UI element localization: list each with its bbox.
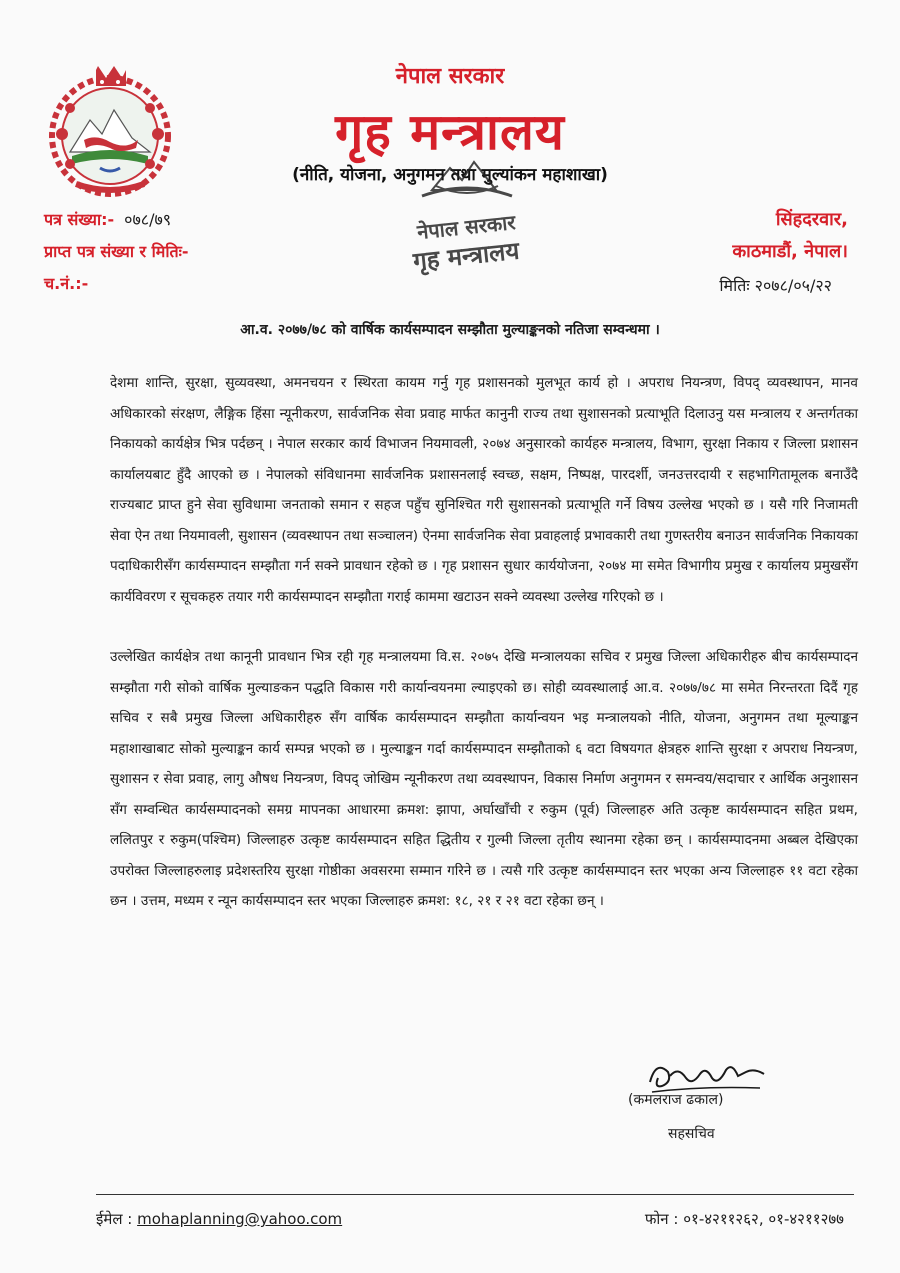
letter-subject: आ.व. २०७७/७८ को वार्षिक कार्यसम्पादन सम्झौता मुल्याङ्कनको नतिजा सम्वन्धमा ।	[240, 322, 660, 338]
signatory-name: (कमलराज ढकाल)	[628, 1092, 724, 1108]
body-paragraph-1: देशमा शान्ति, सुरक्षा, सुव्यवस्था, अमनचयन र स्थिरता कायम गर्नु गृह प्रशासनको मुलभूत कार्य हो । अपराध नियन्त्रण, विपद् व्यवस्थापन, मानव अधिकारको संरक्षण, लैङ्गिक हिंसा न्यूनीकरण, सार्वजनिक सेवा प्रवाह मार्फत कानुनी राज्य तथा सुशासनको प्रत्याभूति दिलाउनु यस मन्त्रालय र अन्तर्गतका निकायको कार्यक्षेत्र भित्र पर्दछन् । नेपाल सरकार कार्य विभाजन नियमावली, २०७४ अनुसारको कार्यहरु मन्त्रालय, विभाग, सुरक्षा निकाय र जिल्ला प्रशासन कार्यालयबाट हुँदै आएको छ । नेपालको संविधानमा सार्वजनिक प्रशासनलाई स्वच्छ, सक्षम, निष्पक्ष, पारदर्शी, जनउत्तरदायी र सहभागितामूलक बनाउँदै राज्यबाट प्राप्त हुने सेवा सुविधामा जनताको समान र सहज पहुँच सुनिश्चित गरी सुशासनको प्रत्याभूति गर्ने विषय उल्लेख भएको छ । यसै गरि निजामती सेवा ऐन तथा नियमावली, सुशासन (व्यवस्थापन तथा सञ्चालन) ऐनमा सार्वजनिक सेवा प्रवाहलाई प्रभावकारी तथा गुणस्तरीय बनाउन सार्वजनिक निकायका पदाधिकारीसँग कार्यसम्पादन सम्झौता गर्न सक्ने प्रावधान रहेको छ । गृह प्रशासन सुधार कार्ययोजना, २०७४ मा समेत विभागीय प्रमुख र कार्यालय प्रमुखसँग कार्यविवरण र सूचकहरु तयार गरी कार्यसम्पादन सम्झौता गराई काममा खटाउन सक्ने व्यवस्था उल्लेख गरिएको छ ।	[110, 375, 858, 605]
email-link[interactable]: mohaplanning@yahoo.com	[137, 1210, 343, 1228]
ministry-name: गृह मन्त्रालय	[335, 103, 565, 161]
location-line-2: काठमाडौं, नेपाल।	[732, 241, 848, 262]
footer-email	[96, 1209, 342, 1229]
location-line-1: सिंहदरवार,	[775, 209, 848, 230]
footer-phone: फोन : ०१-४२११२६२, ०१-४२११२७७	[644, 1210, 844, 1228]
stamp-line-1: नेपाल सरकार	[415, 209, 517, 245]
stamp-line-2: गृह मन्त्रालय	[411, 236, 521, 276]
letter-number-label: पत्र संख्या:-	[44, 210, 115, 229]
body-paragraph-2: उल्लेखित कार्यक्षेत्र तथा कानूनी प्रावधान भित्र रही गृह मन्त्रालयमा वि.स. २०७५ देखि मन्त्रालयका सचिव र प्रमुख जिल्ला अधिकारीहरु बीच कार्यसम्पादन सम्झौता गरी सोको वार्षिक मुल्याङकन पद्धति विकास गरी कार्यान्वयनमा ल्याइएको छ। सोही व्यवस्थालाई आ.व. २०७७/७८ मा समेत निरन्तरता दिदैं गृह सचिव र सबै प्रमुख जिल्ला अधिकारीहरु सँग वार्षिक कार्यसम्पादन सम्झौता कार्यान्वयन भइ मन्त्रालयको नीति, योजना, अनुगमन तथा मूल्याङ्कन महाशाखाबाट सोको मुल्याङ्कन कार्य सम्पन्न भएको छ । मुल्याङ्कन गर्दा कार्यसम्पादन सम्झौताको ६ वटा विषयगत क्षेत्रहरु शान्ति सुरक्षा र अपराध नियन्त्रण, सुशासन र सेवा प्रवाह, लागु औषध नियन्त्रण, विपद् जोखिम न्यूनीकरण तथा व्यवस्थापन, विकास निर्माण अनुगमन र समन्वय/सदाचार र आर्थिक अनुशासन सँग सम्वन्धित कार्यसम्पादनको समग्र मापनका आधारमा क्रमश: झापा, अर्घाखाँची र रुकुम (पूर्व) जिल्लाहरु अति उत्कृष्ट कार्यसम्पादन सहित प्रथम, ललितपुर र रुकुम(पश्चिम) जिल्लाहरु उत्कृष्ट कार्यसम्पादन सहित द्धितीय र गुल्मी जिल्ला तृतीय स्थानमा रहेका छन् । कार्यसम्पादनमा अब्बल देखिएका उपरोक्त जिल्लाहरुलाइ प्रदेशस्तरिय सुरक्षा गोष्ठीका अवसरमा सम्मान गरिने छ । त्यसै गरि उत्कृष्ट कार्यसम्पादन स्तर भएका अन्य जिल्लाहरु ११ वटा रहेका छन । उत्तम, मध्यम र न्यून कार्यसम्पादन स्तर भएका जिल्लाहरु क्रमश: १८, २१ र २१ वटा रहेका छन् ।	[110, 649, 858, 909]
government-name: नेपाल सरकार	[395, 64, 505, 89]
letter-body	[110, 368, 858, 947]
reference-block	[44, 204, 189, 300]
division-name: (नीति, योजना, अनुगमन तथा मुल्यांकन महाशाखा)	[292, 165, 608, 185]
footer-divider	[96, 1194, 854, 1195]
letter-number-row	[44, 204, 189, 236]
letter-date: मितिः २०७८/०५/२२	[719, 276, 832, 295]
signatory-title: सहसचिव	[668, 1126, 715, 1142]
dispatch-number-label: च.नं.:-	[44, 274, 89, 293]
received-letter-label: प्राप्त पत्र संख्या र मितिः-	[44, 242, 189, 261]
email-label: ईमेल :	[96, 1210, 133, 1228]
ministry-stamp-icon	[392, 150, 542, 280]
letter-number-value: ०७८/७९	[124, 210, 172, 229]
office-location	[732, 204, 848, 268]
